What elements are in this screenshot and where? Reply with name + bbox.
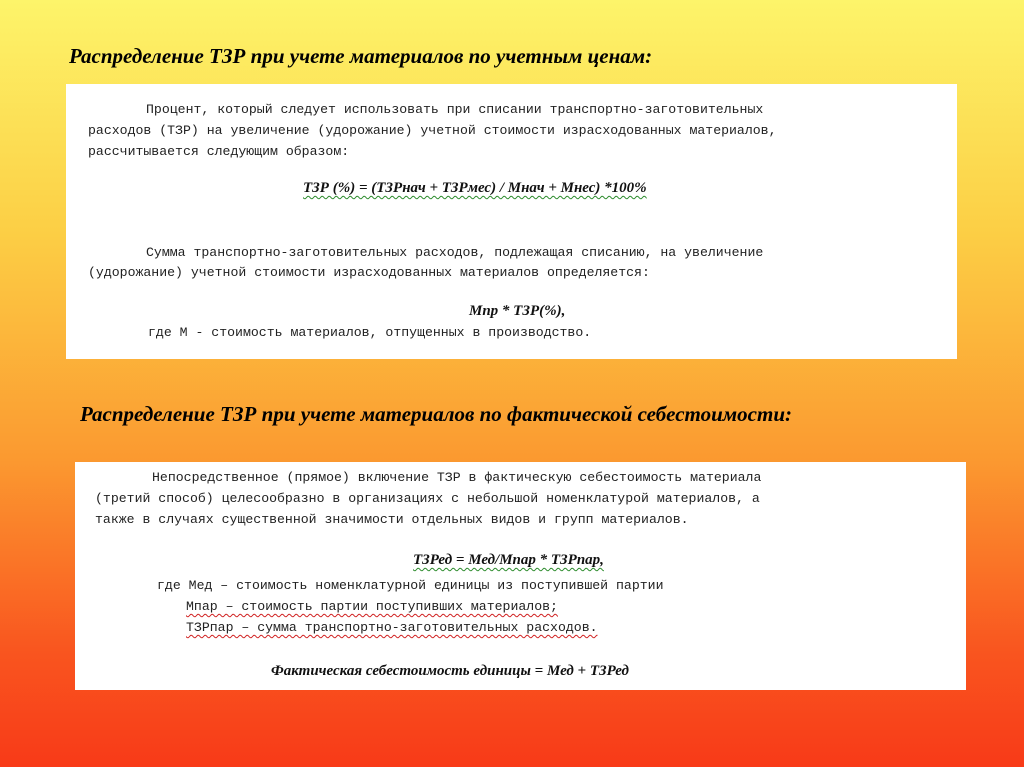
section-heading-accounting-prices: Распределение ТЗР при учете материалов по учетным ценам: [69, 44, 653, 68]
paragraph-line: Сумма транспортно-заготовительных расходов, подлежащая списанию, на увеличение [146, 245, 764, 260]
paragraph-line: расходов (ТЗР) на увеличение (удорожание) учетной стоимости израсходованных материалов, [88, 123, 777, 138]
section-heading-actual-cost: Распределение ТЗР при учете материалов по фактической себестоимости: [80, 402, 793, 426]
where-line: ТЗРпар – сумма транспортно-заготовительных расходов. [186, 620, 598, 635]
paragraph-line: рассчитывается следующим образом: [88, 144, 350, 159]
paragraph-line: (удорожание) учетной стоимости израсходованных материалов определяется: [88, 265, 650, 280]
paragraph-line: Непосредственное (прямое) включение ТЗР в фактическую себестоимость материала [152, 470, 762, 485]
where-line: где Мед – стоимость номенклатурной единицы из поступившей партии [157, 578, 664, 593]
formula-tzr-unit: ТЗРед = Мед/Мпар * ТЗРпар, [413, 552, 604, 568]
formula-write-off: Мпр * ТЗР(%), [469, 303, 566, 319]
where-line: Мпар – стоимость партии поступивших материалов; [186, 599, 558, 614]
formula-tzr-percent: ТЗР (%) = (ТЗРнач + ТЗРмес) / Мнач + Мнес) *100% [303, 180, 647, 196]
text-panel-accounting-prices [66, 84, 957, 359]
paragraph-line: (третий способ) целесообразно в организациях с небольшой номенклатурой материалов, а [95, 491, 760, 506]
paragraph-line: также в случаях существенной значимости отдельных видов и групп материалов. [95, 512, 689, 527]
paragraph-line: Процент, который следует использовать при списании транспортно-заготовительных [146, 102, 764, 117]
formula-note: где М - стоимость материалов, отпущенных в производство. [148, 325, 592, 340]
text-panel-actual-cost [75, 462, 966, 690]
formula-actual-unit-cost: Фактическая себестоимость единицы = Мед + ТЗРед [271, 663, 629, 679]
